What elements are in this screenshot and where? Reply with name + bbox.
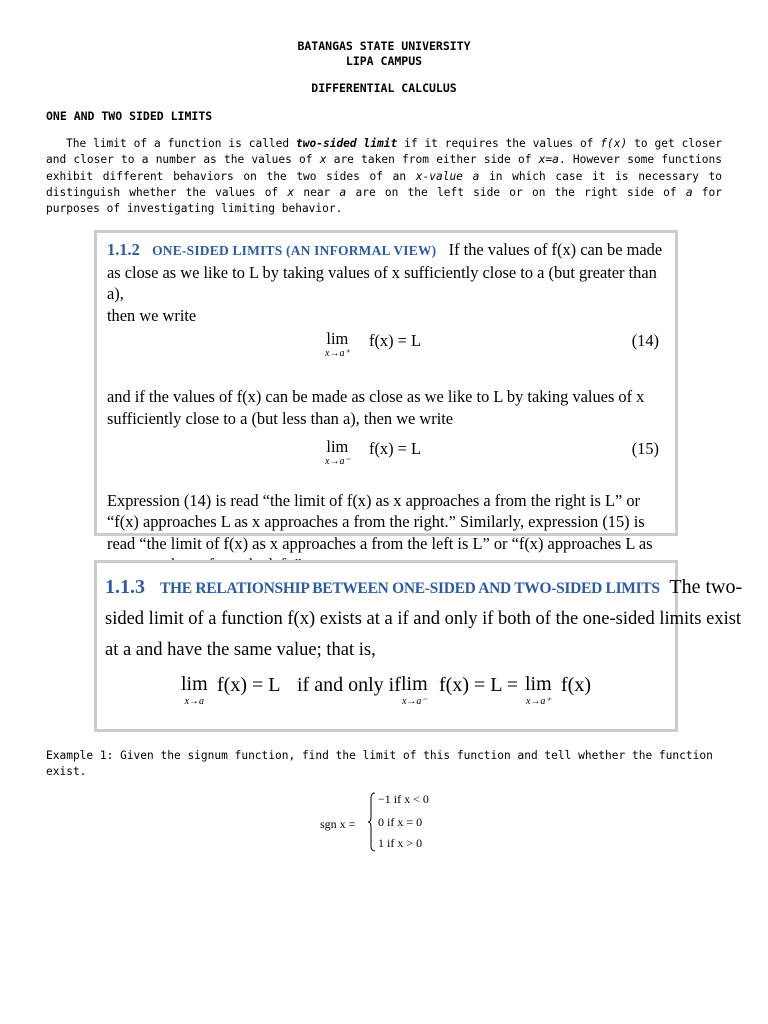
definition-line: read “the limit of f(x) as x approaches a from the left is L” or “f(x) approaches L as xyxy=(107,533,653,553)
document-header xyxy=(0,39,768,69)
lim-subscript: x→a⁺ xyxy=(525,696,551,707)
definition-line: If the values of f(x) can be made xyxy=(448,240,663,259)
equation-14 xyxy=(107,330,663,380)
definition-line: The two- xyxy=(669,576,743,598)
equation-body: f(x) = L xyxy=(369,438,422,458)
equation-iff xyxy=(105,672,667,718)
signum-label: sgn x = xyxy=(320,817,356,831)
lim-subscript: x→a⁻ xyxy=(401,696,427,707)
lim-word: lim xyxy=(401,673,428,695)
example-1-prompt: Example 1: Given the signum function, find the limit of this function and tell whether the function exist. xyxy=(46,749,713,778)
definition-line: “f(x) approaches L as x approaches a from the right.” Similarly, expression (15) is xyxy=(107,512,645,532)
section-heading: THE RELATIONSHIP BETWEEN ONE-SIDED AND TWO-SIDED LIMITS xyxy=(160,580,660,597)
equation-body: f(x) = L = xyxy=(439,674,519,696)
term-two-sided-limit: two-sided limit xyxy=(296,137,398,150)
signum-case-negative: −1 if x < 0 xyxy=(378,792,429,806)
lim-subscript: x→a⁻ xyxy=(325,455,350,467)
section-title: ONE AND TWO SIDED LIMITS xyxy=(46,109,213,123)
lim-subscript: x→a⁺ xyxy=(325,348,350,360)
definition-line: at a and have the same value; that is, xyxy=(105,640,376,660)
equation-body: f(x) = L xyxy=(369,331,422,351)
signum-case-zero: 0 if x = 0 xyxy=(378,815,423,829)
lim-word: lim xyxy=(181,673,208,695)
university-name: BATANGAS STATE UNIVERSITY xyxy=(297,39,471,53)
course-title: DIFFERENTIAL CALCULUS xyxy=(311,81,457,95)
left-brace-icon xyxy=(368,792,376,852)
definition-line: sided limit of a function f(x) exists at a if and only if both of the one-sided limits exist xyxy=(105,609,742,629)
lim-word: lim xyxy=(326,329,349,349)
lim-word: lim xyxy=(326,436,349,456)
equation-number: (14) xyxy=(631,331,659,351)
equation-body: f(x) = L xyxy=(217,674,281,696)
definition-box-relationship xyxy=(94,560,743,732)
lim-subscript: x→a xyxy=(184,696,205,707)
iff-text: if and only if xyxy=(297,674,401,696)
section-heading: ONE-SIDED LIMITS (AN INFORMAL VIEW) xyxy=(152,243,437,258)
definition-line: Expression (14) is read “the limit of f(x) as x approaches a from the right is L” or xyxy=(107,490,640,510)
equation-body: f(x) xyxy=(561,674,591,696)
definition-line: as close as we like to L by taking values of x sufficiently close to a (but greater than a), xyxy=(107,262,657,304)
intro-paragraph: The limit of a function is called two-sided limit if it requires the values of f(x) to get closer and closer to a number as the values of x are taken from either side of x=a. However some functions exhibit different behaviors on the two sides of an x-value a in which case it is necessary to distinguish whether the values of x near a are on the left side or on the right side of a for purposes of investigating limiting behavior. xyxy=(46,137,722,216)
definition-line: and if the values of f(x) can be made as close as we like to L by taking values of x xyxy=(107,387,645,407)
equation-number: (15) xyxy=(631,438,659,458)
signum-case-positive: 1 if x > 0 xyxy=(378,836,423,850)
equation-15 xyxy=(107,434,663,484)
section-number: 1.1.3 xyxy=(105,576,145,598)
signum-function-definition xyxy=(318,790,478,856)
definition-line: sufficiently close to a (but less than a), then we write xyxy=(107,408,454,428)
definition-line: then we write xyxy=(107,305,197,325)
section-number: 1.1.2 xyxy=(107,240,140,259)
campus-name: LIPA CAMPUS xyxy=(345,54,423,68)
lim-word: lim xyxy=(525,673,552,695)
definition-box-one-sided-limits xyxy=(94,230,678,553)
